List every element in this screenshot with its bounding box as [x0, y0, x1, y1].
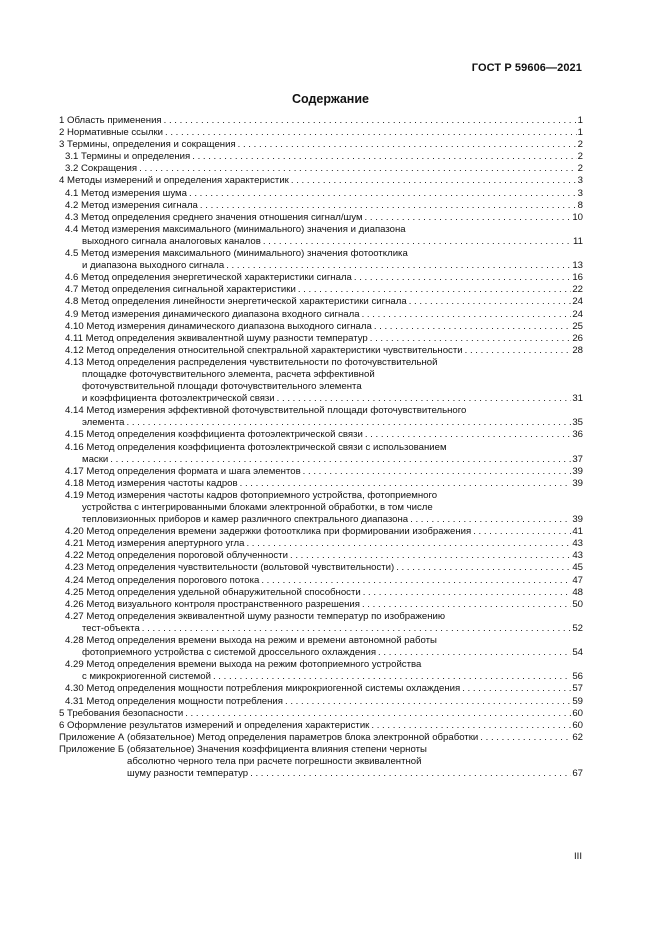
dot-leader	[362, 599, 571, 611]
toc-entry[interactable]	[59, 635, 583, 659]
toc-page-number: 41	[572, 526, 583, 538]
toc-entry-text: и коэффициента фотоэлектрической связи	[82, 393, 275, 405]
toc-page-number: 25	[572, 320, 583, 332]
toc-page-number: 48	[572, 586, 583, 598]
toc-entry[interactable]	[59, 611, 583, 635]
toc-entry-text: 4.31 Метод определения мощности потребления	[65, 695, 283, 707]
toc-entry-text: с микрокриогенной системой	[82, 671, 211, 683]
toc-entry-text: 4.1 Метод измерения шума	[65, 187, 187, 199]
toc-entry[interactable]	[59, 478, 583, 490]
toc-entry[interactable]	[59, 429, 583, 441]
dot-leader	[139, 163, 577, 175]
dot-leader	[126, 417, 571, 429]
toc-page-number: 16	[572, 272, 583, 284]
toc-entry-text: 3.2 Сокращения	[65, 163, 138, 175]
toc-entry-text: 4.27 Метод определения эквивалентной шуму разности температур по изображению	[65, 610, 446, 622]
toc-entry[interactable]	[59, 587, 583, 599]
toc-entry[interactable]	[59, 151, 583, 163]
toc-entry-text: 5 Требования безопасности	[59, 707, 184, 719]
toc-page-number: 62	[572, 731, 583, 743]
dot-leader	[285, 696, 571, 708]
page-number: III	[574, 851, 582, 862]
dot-leader	[165, 127, 577, 139]
toc-page-number: 3	[577, 187, 583, 199]
toc-entry-text: 3.1 Термины и определения	[65, 151, 191, 163]
toc-entry-text: 2 Нормативные ссылки	[59, 127, 164, 139]
toc-page-number: 52	[572, 622, 583, 634]
toc-page-number: 59	[572, 695, 583, 707]
toc-entry-text: 4.21 Метод измерения апертурного угла	[65, 538, 245, 550]
toc-page-number: 31	[572, 393, 583, 405]
toc-page-number: 39	[572, 514, 583, 526]
toc-entry[interactable]	[59, 732, 583, 744]
dot-leader	[354, 272, 571, 284]
table-of-contents	[59, 115, 583, 780]
toc-entry-text: 3 Термины, определения и сокращения	[59, 139, 236, 151]
toc-entry[interactable]	[59, 163, 583, 175]
toc-entry-text: 4.11 Метод определения эквивалентной шуму разности температур	[65, 332, 368, 344]
dot-leader	[291, 175, 577, 187]
toc-entry[interactable]	[59, 442, 583, 466]
toc-entry-text: 4.8 Метод определения линейности энергетической характеристики сигнала	[65, 296, 407, 308]
toc-entry[interactable]	[59, 333, 583, 345]
dot-leader	[238, 139, 577, 151]
dot-leader	[213, 671, 571, 683]
toc-entry-text: 4.14 Метод измерения эффективной фоточувствительной площади фоточувствительного	[65, 405, 467, 417]
dot-leader	[480, 732, 571, 744]
toc-entry-text: 4.26 Метод визуального контроля пространственного разрешения	[65, 598, 360, 610]
toc-page-number: 60	[572, 707, 583, 719]
toc-entry-text: Приложение А (обязательное) Метод определения параметров блока электронной обработки	[59, 731, 479, 743]
dot-leader	[250, 768, 571, 780]
dot-leader	[374, 321, 572, 333]
toc-entry-text: 4.12 Метод определения относительной спектральной характеристики чувствительности	[65, 344, 463, 356]
toc-entry[interactable]	[59, 599, 583, 611]
toc-entry-text: Приложение Б (обязательное) Значения коэффициента влияния степени черноты	[59, 743, 427, 755]
toc-entry[interactable]	[59, 175, 583, 187]
toc-entry[interactable]	[59, 115, 583, 127]
toc-entry-text: 4.10 Метод измерения динамического диапазона выходного сигнала	[65, 320, 372, 332]
toc-page-number: 24	[572, 296, 583, 308]
toc-page-number: 13	[572, 260, 583, 272]
toc-entry-text: фоточувствительной площади фоточувствительного элемента	[82, 381, 362, 393]
dot-leader	[378, 647, 571, 659]
toc-page-number: 2	[577, 163, 583, 175]
toc-entry-text: шуму разности температур	[127, 768, 249, 780]
toc-entry[interactable]	[59, 200, 583, 212]
toc-entry-text: 4.15 Метод определения коэффициента фотоэлектрической связи	[65, 429, 363, 441]
toc-entry-text: 4.6 Метод определения энергетической характеристики сигнала	[65, 272, 352, 284]
toc-entry-text: 4.9 Метод измерения динамического диапазона входного сигнала	[65, 308, 360, 320]
toc-entry[interactable]	[59, 188, 583, 200]
toc-page-number: 11	[573, 235, 583, 247]
toc-entry[interactable]	[59, 550, 583, 562]
toc-page-number: 57	[572, 683, 583, 695]
dot-leader	[462, 683, 571, 695]
toc-entry-text: 4.30 Метод определения мощности потребления микрокриогенной системы охлаждения	[65, 683, 461, 695]
toc-page-number: 56	[572, 671, 583, 683]
toc-entry[interactable]	[59, 466, 583, 478]
toc-entry-text: 4.13 Метод определения распределения чувствительности по фоточувствительной	[65, 356, 438, 368]
dot-leader	[246, 538, 571, 550]
toc-entry[interactable]	[59, 562, 583, 574]
toc-entry-text: 4.18 Метод измерения частоты кадров	[65, 477, 238, 489]
toc-entry[interactable]	[59, 538, 583, 550]
dot-leader	[277, 393, 572, 405]
dot-leader	[189, 188, 577, 200]
toc-entry-text: 4.28 Метод определения времени выхода на режим и времени автономной работы	[65, 635, 437, 647]
page-title: Содержание	[291, 92, 369, 106]
toc-entry[interactable]	[59, 309, 583, 321]
dot-leader	[473, 526, 571, 538]
toc-entry-text: 4.20 Метод определения времени задержки фотоотклика при формировании изображения	[65, 526, 472, 538]
toc-entry[interactable]	[59, 357, 583, 405]
toc-entry[interactable]	[59, 272, 583, 284]
toc-entry-text: устройства с интегрированными блоками электронной обработки, в том числе	[82, 502, 433, 513]
dot-leader	[192, 151, 576, 163]
toc-entry-text: 4.17 Метод определения формата и шага элементов	[65, 465, 301, 477]
dot-leader	[240, 478, 572, 490]
toc-entry[interactable]	[59, 212, 583, 224]
toc-page-number: 26	[572, 332, 583, 344]
toc-entry-text: тепловизионных приборов и камер различного спектрального диапазона	[82, 514, 409, 526]
toc-entry-text: элемента	[82, 417, 125, 429]
toc-entry-text: 4.3 Метод определения среднего значения отношения сигнал/шум	[65, 211, 363, 223]
toc-entry-text: 4.16 Метод определения коэффициента фотоэлектрической связи с использованием	[65, 441, 447, 453]
toc-page-number: 67	[572, 768, 583, 780]
dot-leader	[410, 514, 571, 526]
toc-entry-text: 4.2 Метод измерения сигнала	[65, 199, 198, 211]
toc-page-number: 8	[577, 199, 583, 211]
dot-leader	[290, 550, 571, 562]
toc-entry-text: 6 Оформление результатов измерений и определения характеристик	[59, 719, 370, 731]
dot-leader	[185, 708, 571, 720]
toc-entry[interactable]	[59, 575, 583, 587]
toc-entry[interactable]	[59, 405, 583, 429]
dot-leader	[370, 333, 572, 345]
toc-page-number: 2	[577, 139, 583, 151]
dot-leader	[263, 236, 572, 248]
toc-page-number: 45	[572, 562, 583, 574]
dot-leader	[365, 429, 572, 441]
dot-leader	[200, 200, 577, 212]
toc-page-number: 39	[572, 477, 583, 489]
toc-page-number: 39	[572, 465, 583, 477]
toc-entry-text: абсолютно черного тела при расчете погрешности эквивалентной	[127, 755, 422, 767]
toc-page-number: 43	[572, 538, 583, 550]
dot-leader	[363, 587, 572, 599]
toc-entry[interactable]	[59, 490, 583, 526]
toc-page-number: 50	[572, 598, 583, 610]
dot-leader	[298, 284, 572, 296]
document-id: ГОСТ Р 59606—2021	[471, 62, 582, 74]
toc-entry[interactable]	[59, 696, 583, 708]
toc-page-number: 35	[572, 417, 583, 429]
toc-entry-text: 4.22 Метод определения пороговой облученности	[65, 550, 288, 562]
toc-entry[interactable]	[59, 526, 583, 538]
dot-leader	[164, 115, 577, 127]
toc-entry[interactable]	[59, 345, 583, 357]
dot-leader	[110, 454, 571, 466]
toc-entry[interactable]	[59, 296, 583, 308]
toc-page-number: 24	[572, 308, 583, 320]
dot-leader	[142, 623, 572, 635]
toc-page-number: 2	[577, 151, 583, 163]
toc-page-number: 37	[572, 453, 583, 465]
toc-entry-text: маски	[82, 453, 109, 465]
toc-entry-text: 4.29 Метод определения времени выхода на режим фотоприемного устройства	[65, 659, 422, 671]
dot-leader	[365, 212, 572, 224]
toc-page-number: 36	[572, 429, 583, 441]
dot-leader	[261, 575, 571, 587]
toc-entry-text: и диапазона выходного сигнала	[82, 260, 225, 272]
toc-entry-text: 4.4 Метод измерения максимального (минимального) значения и диапазона	[65, 223, 406, 235]
dot-leader	[226, 260, 571, 272]
toc-entry[interactable]	[59, 127, 583, 139]
toc-page-number: 43	[572, 550, 583, 562]
dot-leader	[396, 562, 571, 574]
toc-entry[interactable]	[59, 659, 583, 683]
toc-page-number: 28	[572, 344, 583, 356]
toc-page-number: 60	[572, 719, 583, 731]
toc-entry[interactable]	[59, 284, 583, 296]
toc-entry[interactable]	[59, 720, 583, 732]
dot-leader	[465, 345, 572, 357]
toc-page-number: 1	[577, 127, 583, 139]
toc-entry-text: 4.24 Метод определения порогового потока	[65, 574, 260, 586]
toc-entry[interactable]	[59, 224, 583, 248]
dot-leader	[371, 720, 571, 732]
toc-entry-text: 4.5 Метод измерения максимального (минимального) значения фотоотклика	[65, 248, 408, 260]
toc-entry-text: 4.25 Метод определения удельной обнаружительной способности	[65, 586, 361, 598]
toc-entry-text: выходного сигнала аналоговых каналов	[82, 235, 261, 247]
toc-entry-text: фотоприемного устройства с системой дроссельного охлаждения	[82, 647, 377, 659]
toc-entry-text: 4.19 Метод измерения частоты кадров фотоприемного устройства, фотоприемного	[65, 489, 438, 501]
toc-entry-text: 1 Область применения	[59, 115, 162, 126]
toc-page-number: 1	[577, 115, 583, 126]
toc-entry-text: тест-объекта	[82, 622, 140, 634]
toc-page-number: 47	[572, 574, 583, 586]
toc-entry-text: 4.7 Метод определения сигнальной характеристики	[65, 284, 296, 296]
toc-entry-text: площадке фоточувствительного элемента, расчета эффективной	[82, 368, 375, 380]
toc-entry[interactable]	[59, 248, 583, 272]
toc-page-number: 10	[572, 211, 583, 223]
toc-entry[interactable]	[59, 321, 583, 333]
dot-leader	[303, 466, 572, 478]
toc-page-number: 3	[577, 175, 583, 187]
toc-entry[interactable]	[59, 683, 583, 695]
toc-entry[interactable]	[59, 139, 583, 151]
toc-entry-text: 4.23 Метод определения чувствительности (вольтовой чувствительности)	[65, 562, 395, 574]
toc-page-number: 22	[572, 284, 583, 296]
toc-entry[interactable]	[59, 744, 583, 780]
toc-entry-text: 4 Методы измерений и определения характеристик	[59, 175, 289, 187]
toc-page-number: 54	[572, 647, 583, 659]
toc-entry[interactable]	[59, 708, 583, 720]
dot-leader	[362, 309, 572, 321]
dot-leader	[409, 296, 572, 308]
